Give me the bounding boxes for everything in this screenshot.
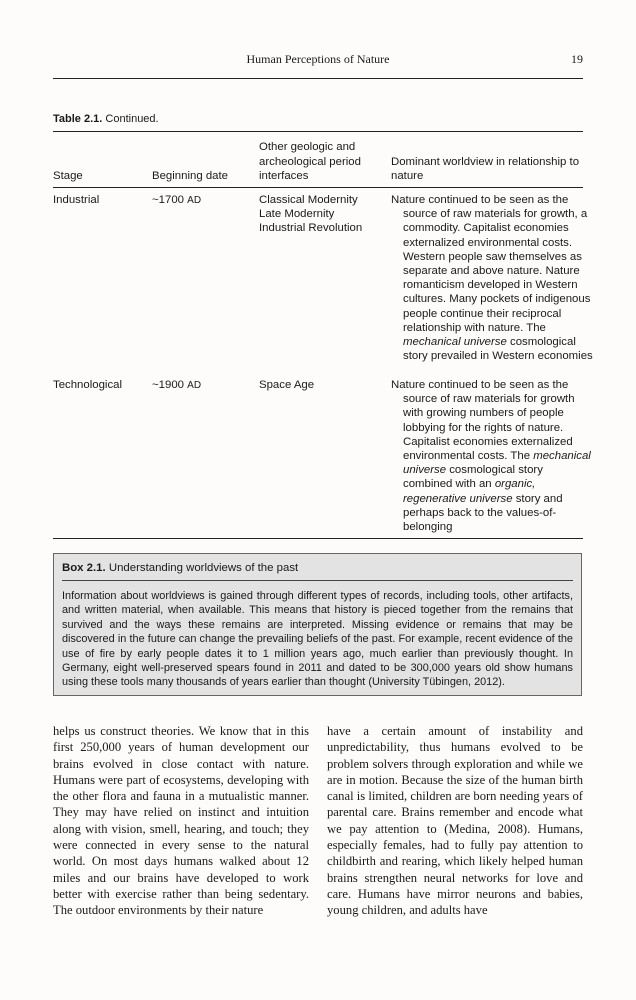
table-header-beginning-date: Beginning date bbox=[152, 169, 229, 182]
date-era: AD bbox=[187, 380, 202, 391]
table-cell-date bbox=[152, 193, 252, 208]
interface-item: Classical Modernity bbox=[259, 194, 358, 206]
worldview-italic: mechanical universe bbox=[403, 450, 591, 477]
interface-item: Space Age bbox=[259, 379, 315, 391]
table-top-rule bbox=[53, 131, 583, 132]
table-cell-interfaces bbox=[259, 378, 387, 392]
worldview-italic: mechanical universe bbox=[403, 336, 507, 349]
interface-item: Late Modernity bbox=[259, 208, 335, 221]
body-column-right bbox=[327, 723, 583, 919]
worldview-text: Nature continued to be seen as the source of raw materials for growth with growing numbers of people lobbying for the rights of nature. Capitalist economies externalized environmental costs. The bbox=[391, 379, 575, 463]
table-header-date-cell bbox=[152, 139, 252, 183]
table-cell-date bbox=[152, 378, 252, 393]
table-caption-label: Table 2.1. bbox=[53, 113, 103, 125]
table-cell-worldview bbox=[391, 378, 595, 534]
table-cell-stage: Industrial bbox=[53, 194, 100, 206]
interface-item: Industrial Revolution bbox=[259, 222, 363, 235]
box-title bbox=[62, 562, 298, 574]
table-header-stage: Stage bbox=[53, 169, 83, 182]
worldview-text: story and perhaps back to the values-of-belonging bbox=[403, 492, 563, 534]
running-head-title: Human Perceptions of Nature bbox=[246, 52, 390, 66]
date-value: ~1700 bbox=[152, 194, 184, 206]
table-caption bbox=[53, 113, 159, 125]
table-header-interfaces-cell bbox=[259, 139, 387, 183]
worldview-italic: organic, regenerative universe bbox=[403, 478, 536, 505]
worldview-text: cosmological story combined with an bbox=[403, 464, 543, 491]
table-cell-interfaces bbox=[259, 193, 387, 236]
table-header-rule bbox=[53, 187, 583, 188]
table-header-interfaces: Other geologic and archeological period interfaces bbox=[259, 141, 361, 182]
table-bottom-rule bbox=[53, 538, 583, 539]
table-header-worldview: Dominant worldview in relationship to nature bbox=[391, 155, 580, 182]
body-paragraph: helps us construct theories. We know that in this first 250,000 years of human development our brains evolved in close contact with nature. Humans were part of ecosystems, developing with the other flora and fauna in a mutualistic manner. They may have relied on instinct and intuition along with vision, smell, hearing, and touch; they were connected in every sense to the natural world. On most days humans walked about 12 miles and our brains have developed to work better with exercise rather than being sedentary. The outdoor environments by their nature bbox=[53, 724, 309, 918]
box-label: Box 2.1. bbox=[62, 562, 106, 574]
table-header-stage-cell bbox=[53, 139, 148, 183]
date-era: AD bbox=[187, 195, 202, 206]
table-cell-stage: Technological bbox=[53, 379, 123, 391]
table-caption-text: Continued. bbox=[105, 113, 159, 125]
box-2-1 bbox=[53, 553, 582, 696]
body-column-left bbox=[53, 723, 309, 919]
worldview-text: Nature continued to be seen as the source of raw materials for growth, a commodity. Capitalist economies externalized environmental costs. Western people saw themselves as separate and above nature. Nature romanticism developed in Western cultures. Many pockets of indigenous people continue their reciprocal relationship with nature. The bbox=[391, 194, 591, 334]
table-cell-worldview bbox=[391, 193, 595, 363]
box-title-text: Understanding worldviews of the past bbox=[108, 562, 299, 574]
date-value: ~1900 bbox=[152, 379, 184, 391]
worldview-text: cosmological story prevailed in Western economies bbox=[403, 336, 593, 363]
header-rule bbox=[53, 78, 583, 79]
table-header-worldview-cell bbox=[391, 139, 583, 183]
body-paragraph: have a certain amount of instability and unpredictability, thus humans evolved to be problem solvers through exploration and while we are in motion. Because the size of the human birth canal is limited, children are born needing years of parental care. Brains remember and encode what we pay attention to (Medina, 2008). Humans, especially females, had to fully pay attention to childbirth and rearing, which likely helped human brains strengthen neural networks for love and care. Humans have mirror neurons and babies, young children, and adults have bbox=[327, 724, 583, 918]
box-body: Information about worldviews is gained through different types of records, including tools, other artifacts, and written material, when available. This means that history is pieced together from the remains that survived and the ways these remains are interpreted. Missing evidence or remains that may be discovered in the future can change the prevailing beliefs of the past. For example, recent evidence of the use of fire by early people dates it to 1 million years ago, much earlier than previously thought. In Germany, eight well-preserved spears found in 2011 and dated to be 300,000 years old show humans using these tools many thousands of years earlier than thought (University Tübingen, 2012). bbox=[62, 590, 573, 689]
page-number: 19 bbox=[571, 52, 583, 66]
box-rule bbox=[62, 580, 573, 581]
